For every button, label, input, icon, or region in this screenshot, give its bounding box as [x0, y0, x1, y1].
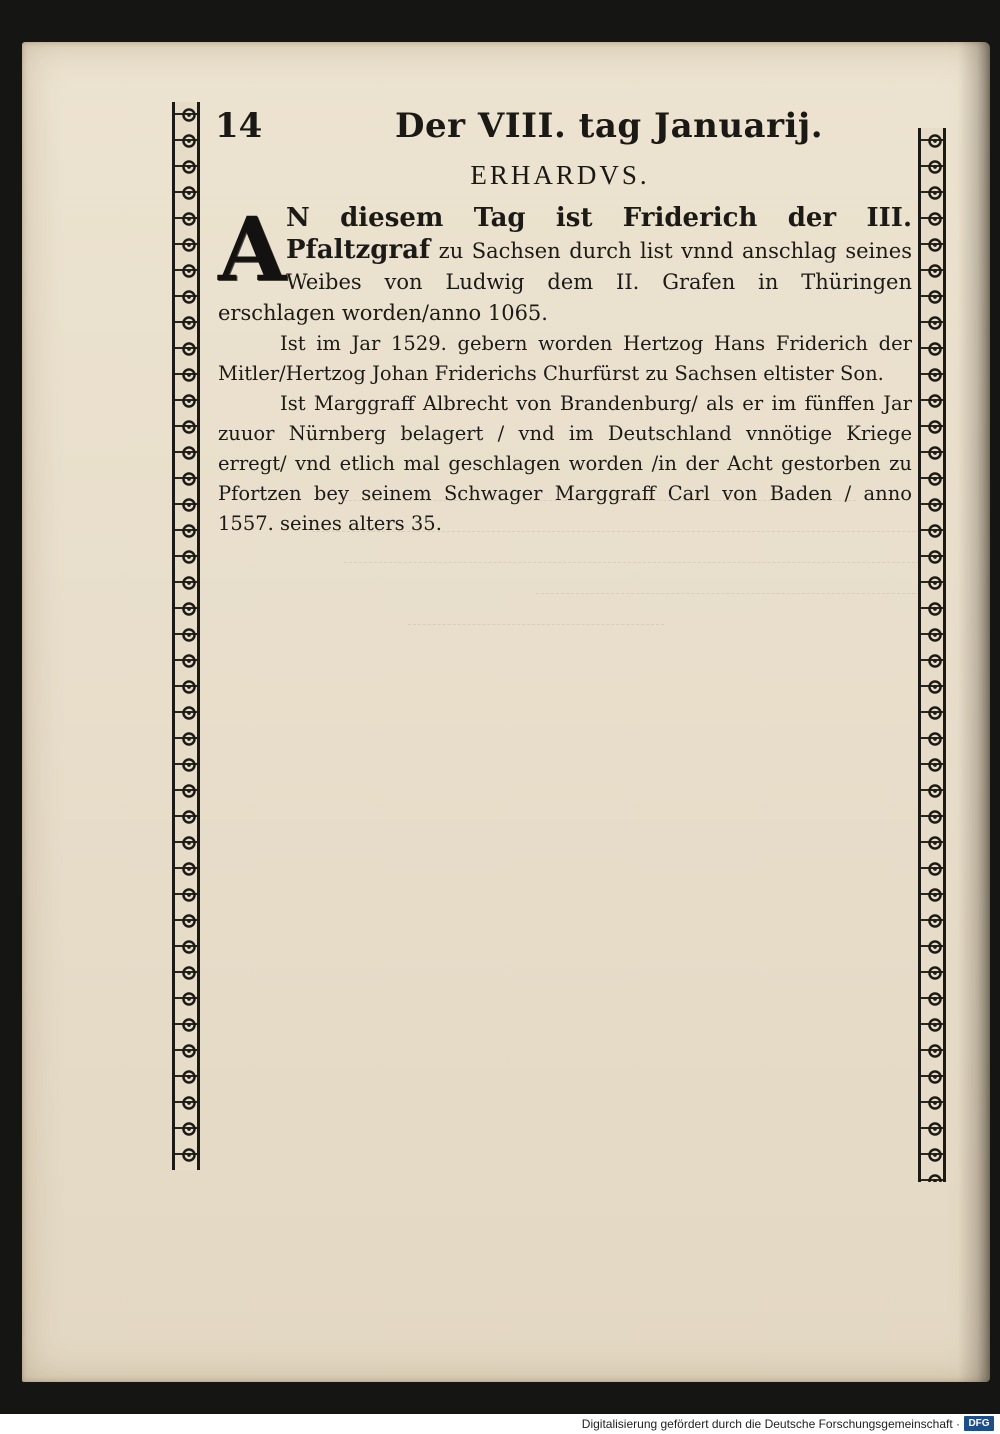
footer-bar — [0, 1414, 1000, 1434]
page-header — [215, 100, 915, 160]
paragraph-2: Ist im Jar 1529. gebern worden Hertzog Hans Friderich der Mitler/Hertzog Johan Friderichs Churfürst zu Sachsen eltister Son. — [218, 332, 912, 385]
paragraph-3: Ist Marggraff Albrecht von Brandenburg/ als er im fünffen Jar zuuor Nürnberg belagert / vnd im Deutschland vnnötige Kriege erregt/ vnd etlich mal geschlagen worden /in der Acht gestorben zu Pfortzen bey seinem Schwager Marggraff Carl von Baden / anno 1557. seines alters 35. — [218, 392, 912, 535]
dfg-logo: DFG — [964, 1416, 994, 1431]
paragraph-1 — [218, 197, 912, 329]
drop-cap-initial: A — [218, 197, 287, 301]
section-heading: ERHARDVS. — [470, 160, 650, 190]
bleed-through-texture — [280, 470, 920, 640]
ornamental-border-left — [172, 102, 200, 1170]
page-number: 14 — [215, 106, 263, 146]
page-spine-shadow — [958, 42, 990, 1382]
paragraph-1-opening: N diesem Tag ist Friderich der III. Pfaltzgraf — [286, 203, 912, 265]
running-title: Der VIII. tag Januarij. — [395, 106, 824, 146]
funding-credit: Digitalisierung gefördert durch die Deutsche Forschungsgemeinschaft · — [581, 1417, 960, 1431]
paragraph-1-text: zu Sachsen durch list vnnd anschlag seines Weibes von Ludwig dem II. Grafen in Thüringen erschlagen worden/anno 1065. — [218, 239, 912, 325]
ornamental-border-right — [918, 128, 946, 1182]
